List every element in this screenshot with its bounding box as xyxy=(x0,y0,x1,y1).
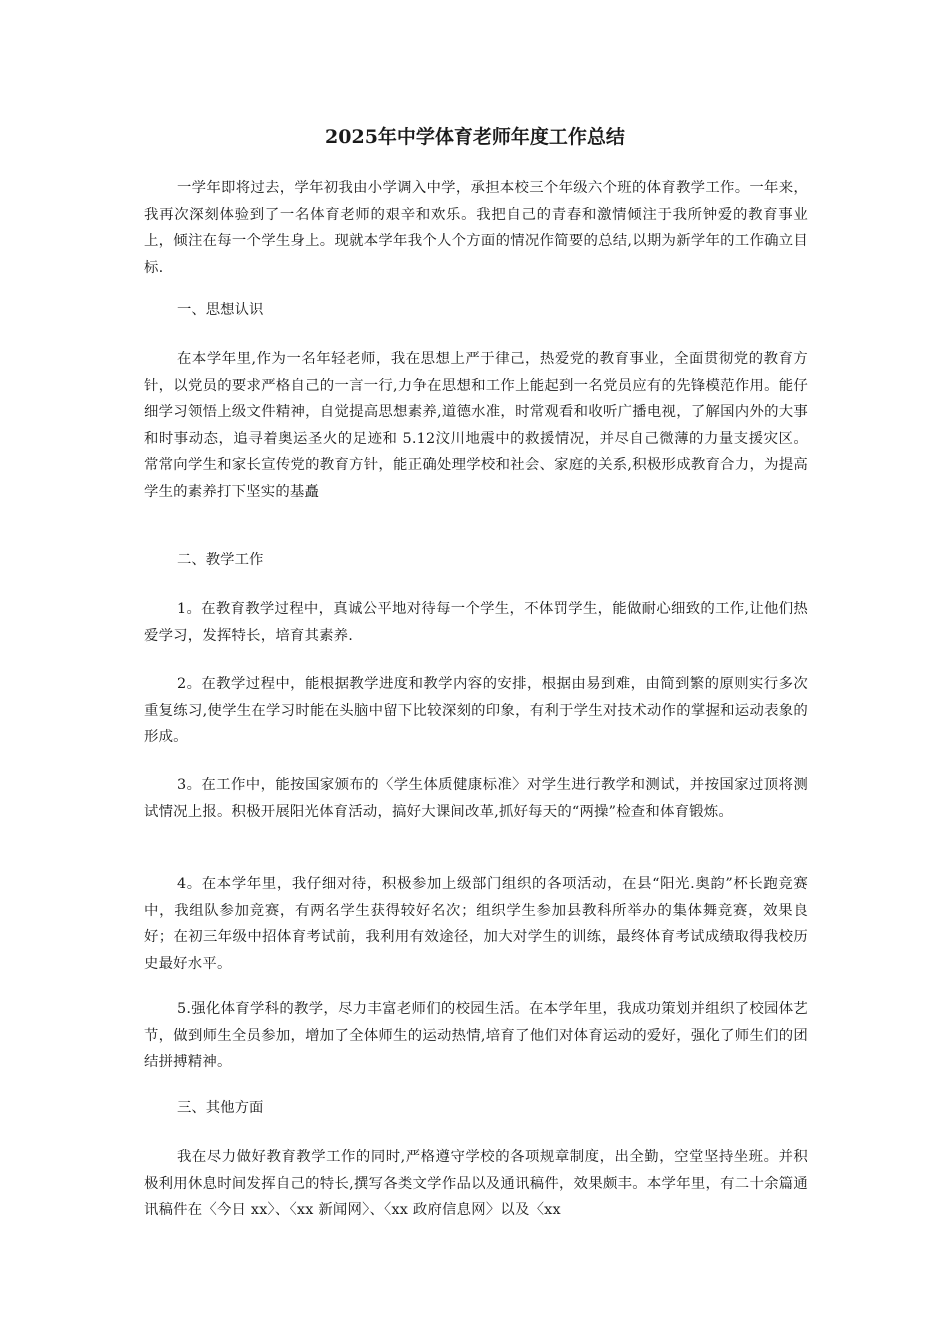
other-paragraph: 我在尽力做好教育教学工作的同时,严格遵守学校的各项规章制度，出全勤，空堂坚持坐班。并积极利用休息时间发挥自己的特长,撰写各类文学作品以及通讯稿件，效果颇丰。本学年里，有二十余篇通讯稿件在〈今日 xx〉、〈xx 新闻网〉、〈xx 政府信息网〉以及〈xx xyxy=(144,1149,808,1218)
teaching-item-2: 2。在教学过程中，能根据教学进度和教学内容的安排，根据由易到难，由简到繁的原则实行多次重复练习,使学生在学习时能在头脑中留下比较深刻的印象，有利于学生对技术动作的掌握和运动表象的形成。 xyxy=(144,676,808,745)
section-heading-ideology: 一、思想认识 xyxy=(177,302,264,318)
teaching-item-1: 1。在教育教学过程中，真诚公平地对待每一个学生，不体罚学生，能做耐心细致的工作,让他们热爱学习，发挥特长，培育其素养. xyxy=(144,601,808,644)
teaching-item-5: 5.强化体育学科的教学，尽力丰富老师们的校园生活。在本学年里，我成功策划并组织了校园体艺节，做到师生全员参加，增加了全体师生的运动热情,培育了他们对体育运动的爱好，强化了师生们的团结拼搏精神。 xyxy=(144,1001,808,1070)
intro-paragraph: 一学年即将过去，学年初我由小学调入中学，承担本校三个年级六个班的体育教学工作。一年来，我再次深刻体验到了一名体育老师的艰辛和欢乐。我把自己的青春和激情倾注于我所钟爱的教育事业上，倾注在每一个学生身上。现就本学年我个人个方面的情况作简要的总结,以期为新学年的工作确立目标. xyxy=(144,180,808,276)
document-title: 2025年中学体育老师年度工作总结 xyxy=(325,126,625,148)
section-heading-other: 三、其他方面 xyxy=(177,1100,264,1116)
teaching-item-4: 4。在本学年里，我仔细对待，积极参加上级部门组织的各项活动，在县“阳光.奥韵”杯长跑竞赛中，我组队参加竞赛，有两名学生获得较好名次；组织学生参加县教科所举办的集体舞竞赛，效果良好；在初三年级中招体育考试前，我利用有效途径，加大对学生的训练，最终体育考试成绩取得我校历史最好水平。 xyxy=(144,876,808,972)
ideology-paragraph: 在本学年里,作为一名年轻老师，我在思想上严于律己，热爱党的教育事业，全面贯彻党的教育方针，以党员的要求严格自己的一言一行,力争在思想和工作上能起到一名党员应有的先锋模范作用。能仔细学习领悟上级文件精神，自觉提高思想素养,道德水准，时常观看和收听广播电视，了解国内外的大事和时事动态，追寻着奥运圣火的足迹和 5.12汶川地震中的救援情况，并尽自己微薄的力量支援灾区。常常向学生和家长宣传党的教育方针，能正确处理学校和社会、家庭的关系,积极形成教育合力，为提高学生的素养打下坚实的基矗 xyxy=(144,351,808,500)
section-heading-teaching: 二、教学工作 xyxy=(177,552,264,568)
teaching-item-3: 3。在工作中，能按国家颁布的〈学生体质健康标准〉对学生进行教学和测试，并按国家过顶将测试情况上报。积极开展阳光体育活动，搞好大课间改革,抓好每天的“两操”检查和体育锻炼。 xyxy=(144,777,808,820)
